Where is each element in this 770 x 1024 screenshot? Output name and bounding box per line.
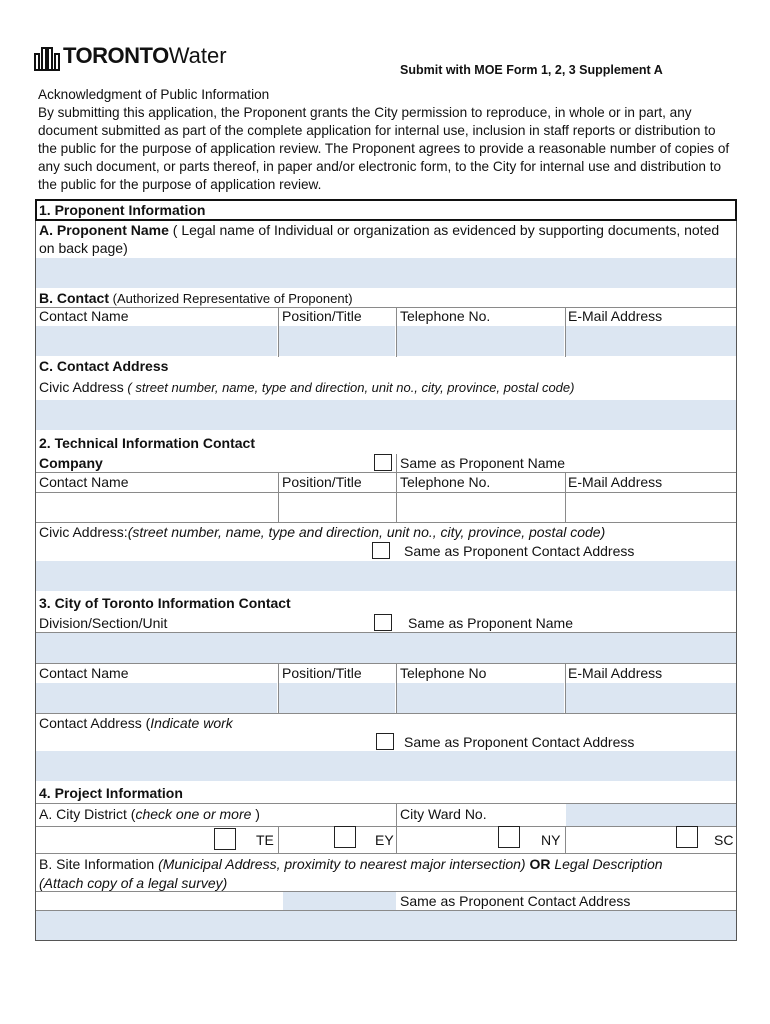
col-email: E-Mail Address bbox=[568, 474, 663, 490]
contact-label: B. Contact (Authorized Representative of Proponent) bbox=[39, 290, 353, 306]
district-te-checkbox[interactable] bbox=[214, 828, 236, 850]
city-contact-address-label: Contact Address (Indicate work bbox=[39, 715, 233, 731]
ack-title: Acknowledgment of Public Information bbox=[38, 87, 270, 102]
ward-input[interactable] bbox=[566, 804, 736, 826]
city-email-input[interactable] bbox=[566, 683, 736, 713]
tech-civic-address-label: Civic Address:(street number, name, type and direction, unit no., city, province, postal code) bbox=[39, 524, 606, 540]
ack-body: By submitting this application, the Proponent grants the City permission to reproduce, in whole or in part, any document submitted as part of the complete application for internal use, inclusion in staff reports or distribution to the public for the purpose of application review. The Proponent agrees to provide a reasonable number of copies of any such document, or parts thereof, in paper and/or electronic form, to the City for internal use and distribution to the public for the purpose of application review. bbox=[38, 105, 730, 192]
col-contact-name: Contact Name bbox=[39, 308, 129, 324]
company-label: Company bbox=[39, 455, 103, 471]
city-contact-name-input[interactable] bbox=[36, 683, 277, 713]
submit-note: Submit with MOE Form 1, 2, 3 Supplement A bbox=[400, 63, 663, 77]
city-position-input[interactable] bbox=[279, 683, 395, 713]
site-info-note: (Attach copy of a legal survey) bbox=[39, 875, 228, 891]
district-ey-checkbox[interactable] bbox=[334, 826, 356, 848]
division-label: Division/Section/Unit bbox=[39, 615, 168, 631]
same-proponent-name-checkbox[interactable] bbox=[374, 454, 392, 471]
position-input[interactable] bbox=[279, 326, 395, 356]
section1-title: 1. Proponent Information bbox=[39, 202, 206, 218]
col-position: Position/Title bbox=[282, 665, 362, 681]
city-telephone-input[interactable] bbox=[397, 683, 564, 713]
email-input[interactable] bbox=[566, 326, 736, 356]
district-ey-label: EY bbox=[375, 832, 394, 848]
same-proponent-address-label: Same as Proponent Contact Address bbox=[404, 543, 635, 559]
district-te-label: TE bbox=[256, 832, 274, 848]
district-label: A. City District (check one or more ) bbox=[39, 806, 260, 822]
contact-address-label: C. Contact Address bbox=[39, 358, 169, 374]
same-proponent-address-checkbox[interactable] bbox=[372, 542, 390, 559]
col-telephone: Telephone No bbox=[400, 665, 487, 681]
city-contact-address-input[interactable] bbox=[36, 751, 736, 781]
district-ny-checkbox[interactable] bbox=[498, 826, 520, 848]
logo-suffix: Water bbox=[168, 43, 227, 68]
same-proponent-name-checkbox[interactable] bbox=[374, 614, 392, 631]
telephone-input[interactable] bbox=[397, 326, 564, 356]
same-proponent-name-label: Same as Proponent Name bbox=[400, 455, 565, 471]
col-telephone: Telephone No. bbox=[400, 474, 491, 490]
col-position: Position/Title bbox=[282, 474, 362, 490]
ward-label: City Ward No. bbox=[400, 806, 487, 822]
col-position: Position/Title bbox=[282, 308, 362, 324]
district-sc-checkbox[interactable] bbox=[676, 826, 698, 848]
site-info-input[interactable] bbox=[36, 911, 736, 940]
proponent-name-input[interactable] bbox=[36, 258, 736, 288]
site-info-label: B. Site Information (Municipal Address, proximity to nearest major intersection) OR Legal Description bbox=[39, 856, 663, 872]
same-proponent-address-checkbox[interactable] bbox=[376, 733, 394, 750]
division-input[interactable] bbox=[36, 633, 736, 663]
city-hall-logo-icon bbox=[34, 45, 60, 71]
civic-address-input[interactable] bbox=[36, 400, 736, 430]
same-proponent-address-label: Same as Proponent Contact Address bbox=[400, 893, 631, 909]
col-telephone: Telephone No. bbox=[400, 308, 491, 324]
logo-brand: TORONTO bbox=[63, 43, 169, 68]
section2-title: 2. Technical Information Contact bbox=[39, 435, 255, 451]
col-contact-name: Contact Name bbox=[39, 665, 129, 681]
district-sc-label: SC bbox=[714, 832, 734, 848]
same-proponent-address-label: Same as Proponent Contact Address bbox=[404, 734, 635, 750]
proponent-name-label: A. Proponent Name ( Legal name of Individual or organization as evidenced by supporting documents, noted bbox=[39, 222, 720, 238]
contact-name-input[interactable] bbox=[36, 326, 277, 356]
section4-title: 4. Project Information bbox=[39, 785, 183, 801]
civic-address-label: Civic Address ( street number, name, type and direction, unit no., city, province, postal code) bbox=[39, 379, 575, 395]
tech-civic-address-input[interactable] bbox=[36, 561, 736, 591]
col-email: E-Mail Address bbox=[568, 665, 663, 681]
site-info-small-input[interactable] bbox=[283, 892, 396, 910]
section3-title: 3. City of Toronto Information Contact bbox=[39, 595, 291, 611]
district-ny-label: NY bbox=[541, 832, 561, 848]
col-email: E-Mail Address bbox=[568, 308, 663, 324]
proponent-name-note: on back page) bbox=[39, 240, 128, 256]
same-proponent-name-label: Same as Proponent Name bbox=[408, 615, 573, 631]
col-contact-name: Contact Name bbox=[39, 474, 129, 490]
